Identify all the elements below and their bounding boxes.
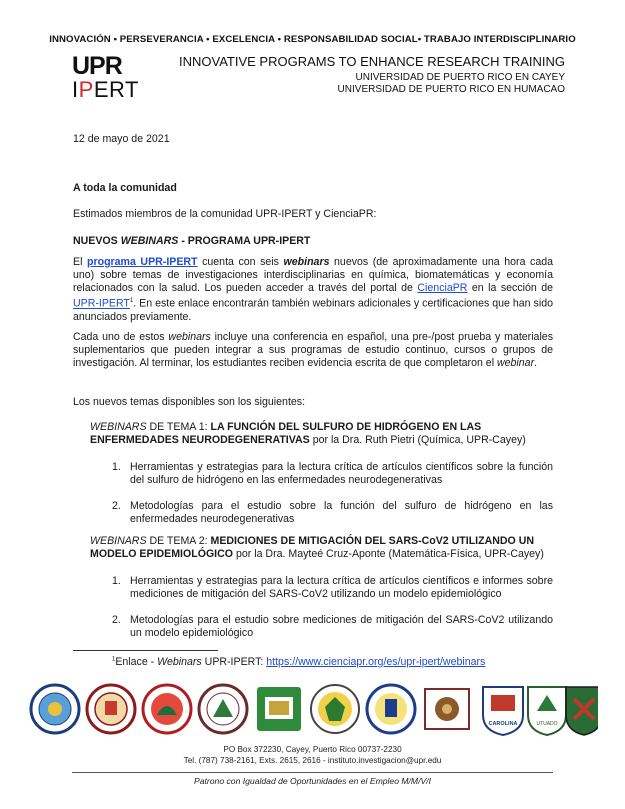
subject-part: - PROGRAMA UPR-IPERT [178,235,311,247]
institutional-values: INNOVACIÓN • PERSEVERANCIA • EXCELENCIA • RESPONSABILIDAD SOCIAL• TRABAJO INTERDISCIPLINARIO [49,34,576,45]
text-run: en la sección de [467,282,554,294]
seal-icon [31,685,79,733]
programa-upr-ipert-link[interactable]: programa UPR-IPERT [87,256,198,268]
paragraph-description [73,331,553,370]
seal-icon [528,687,566,735]
campus-seals-row [28,682,598,736]
equal-opportunity-notice: Patrono con Igualdad de Oportunidades en el Empleo M/M/V/I [194,776,431,786]
text-run: WEBINARS [90,421,147,433]
topic-2-title: MEDICIONES DE MITIGACIÓN DEL SARS-CoV2 UTILIZANDO UN MODELO EPIDEMIOLÓGICO [90,535,535,560]
seal-icon [87,685,135,733]
webinars-emphasis: webinars [283,256,330,268]
text-run: . [534,357,538,369]
upr-ipert-logo [72,52,162,102]
letter-date: 12 de mayo de 2021 [73,133,170,145]
text-run: Webinars [157,656,202,668]
text-run: DE TEMA 2: [146,535,211,547]
university-humacao: UNIVERSIDAD DE PUERTO RICO EN HUMACAO [337,84,565,95]
seal-icon [566,687,598,735]
list-number: 2. [112,500,121,512]
subject-webinars: WEBINARS [120,235,179,247]
text-run: UPR-IPERT: [201,656,267,668]
seal-utuado-label: UTUADO [536,721,558,727]
logo-ert: ERT [93,77,139,102]
logo-ipert-text [72,77,139,103]
seal-icon [257,687,301,731]
text-run: El [73,256,87,268]
list-number: 1. [112,575,121,587]
footer-contact: Tel. (787) 738-2161, Exts. 2615, 2616 - instituto.investigacion@upr.edu [183,756,442,765]
logo-p: P [78,77,94,102]
topic-1-heading [90,421,553,447]
letter-subject [73,235,553,248]
webinars-emphasis: webinars [168,331,211,343]
logo-i: I [72,77,79,102]
list-number: 1. [112,461,121,473]
text-run: cuenta con seis [197,256,284,268]
footnote-number: 1 [112,656,116,663]
seal-icon [311,685,359,733]
topic-1-author: por la Dra. Ruth Pietri (Química, UPR-Cayey) [309,434,526,446]
university-cayey: UNIVERSIDAD DE PUERTO RICO EN CAYEY [355,72,565,83]
topic-2-item-2: Metodologías para el estudio sobre mediciones de mitigación del SARS-CoV2 utilizando un modelo epidemiológico [130,614,553,639]
text-run: . En este enlace encontrarán también webinars adicionales y certificaciones que han sido anunciados previamente. [73,297,553,323]
seal-icon [425,689,469,729]
footer-divider [72,772,553,773]
logo-upr-text: UPR [72,52,122,80]
webinar-emphasis: webinar [497,357,535,369]
seal-icon [199,685,247,733]
topic-2-item-1: Herramientas y estrategias para la lectura crítica de artículos científicos e informes sobre mediciones de mitigación del SARS-CoV2 utilizando un modelo epidemiológico [130,575,553,600]
list-number: 2. [112,614,121,626]
program-name: INNOVATIVE PROGRAMS TO ENHANCE RESEARCH TRAINING [179,54,565,69]
footnote-divider [73,650,218,651]
seal-icon [483,687,523,735]
cienciapr-link[interactable]: CienciaPR [417,282,468,294]
text-run: WEBINARS [90,535,147,547]
text-run: incluye una conferencia en español, una pre-/post prueba y materiales suplementarios que pueden integrar a sus programas de estudio continuo, cursos o grupos de investigación. Al terminar, los estudiantes reciben evidencia escrita de que completaron el [73,331,553,369]
topic-2-author: por la Dra. Mayteé Cruz-Aponte (Matemática-Física, UPR-Cayey) [233,548,544,560]
seal-icon [143,685,191,733]
footnote-ref: 1 [129,298,134,304]
paragraph-intro [73,256,553,324]
letter-recipient: A toda la comunidad [73,182,177,194]
letter-greeting: Estimados miembros de la comunidad UPR-IPERT y CienciaPR: [73,208,377,220]
topic-1-title: LA FUNCIÓN DEL SULFURO DE HIDRÓGENO EN LAS ENFERMEDADES NEURODEGENERATIVAS [90,421,482,446]
text-run: Cada uno de estos [73,331,169,343]
text-run: Enlace - [115,656,158,668]
topic-1-item-1: Herramientas y estrategias para la lectura crítica de artículos científicos sobre la función del sulfuro de hidrógeno en las enfermedades neurodegenerativas [130,461,553,486]
footer-address: PO Box 372230, Cayey, Puerto Rico 00737-2230 [223,745,402,754]
upr-ipert-link[interactable]: UPR-IPERT [73,297,130,310]
paragraph-topics-intro: Los nuevos temas disponibles son los siguientes: [73,396,306,408]
footnote [112,656,485,668]
subject-part: NUEVOS [73,235,121,247]
topic-2-heading [90,535,553,561]
seal-icon [367,685,415,733]
text-run: nuevos (de aproximadamente una hora cada uno) sobre temas de investigaciones interdisciplinarias en química, biomatemáticas y economía relacionados con la salud. Los pueden acceder a través del portal de [73,256,553,294]
topic-1-item-2: Metodologías para el estudio sobre la función del sulfuro de hidrógeno en las enfermedades neurodegenerativas [130,500,553,525]
text-run: DE TEMA 1: [146,421,211,433]
seal-carolina-label: CAROLINA [488,721,518,727]
webinars-url-link[interactable]: https://www.cienciapr.org/es/upr-ipert/webinars [266,656,486,668]
